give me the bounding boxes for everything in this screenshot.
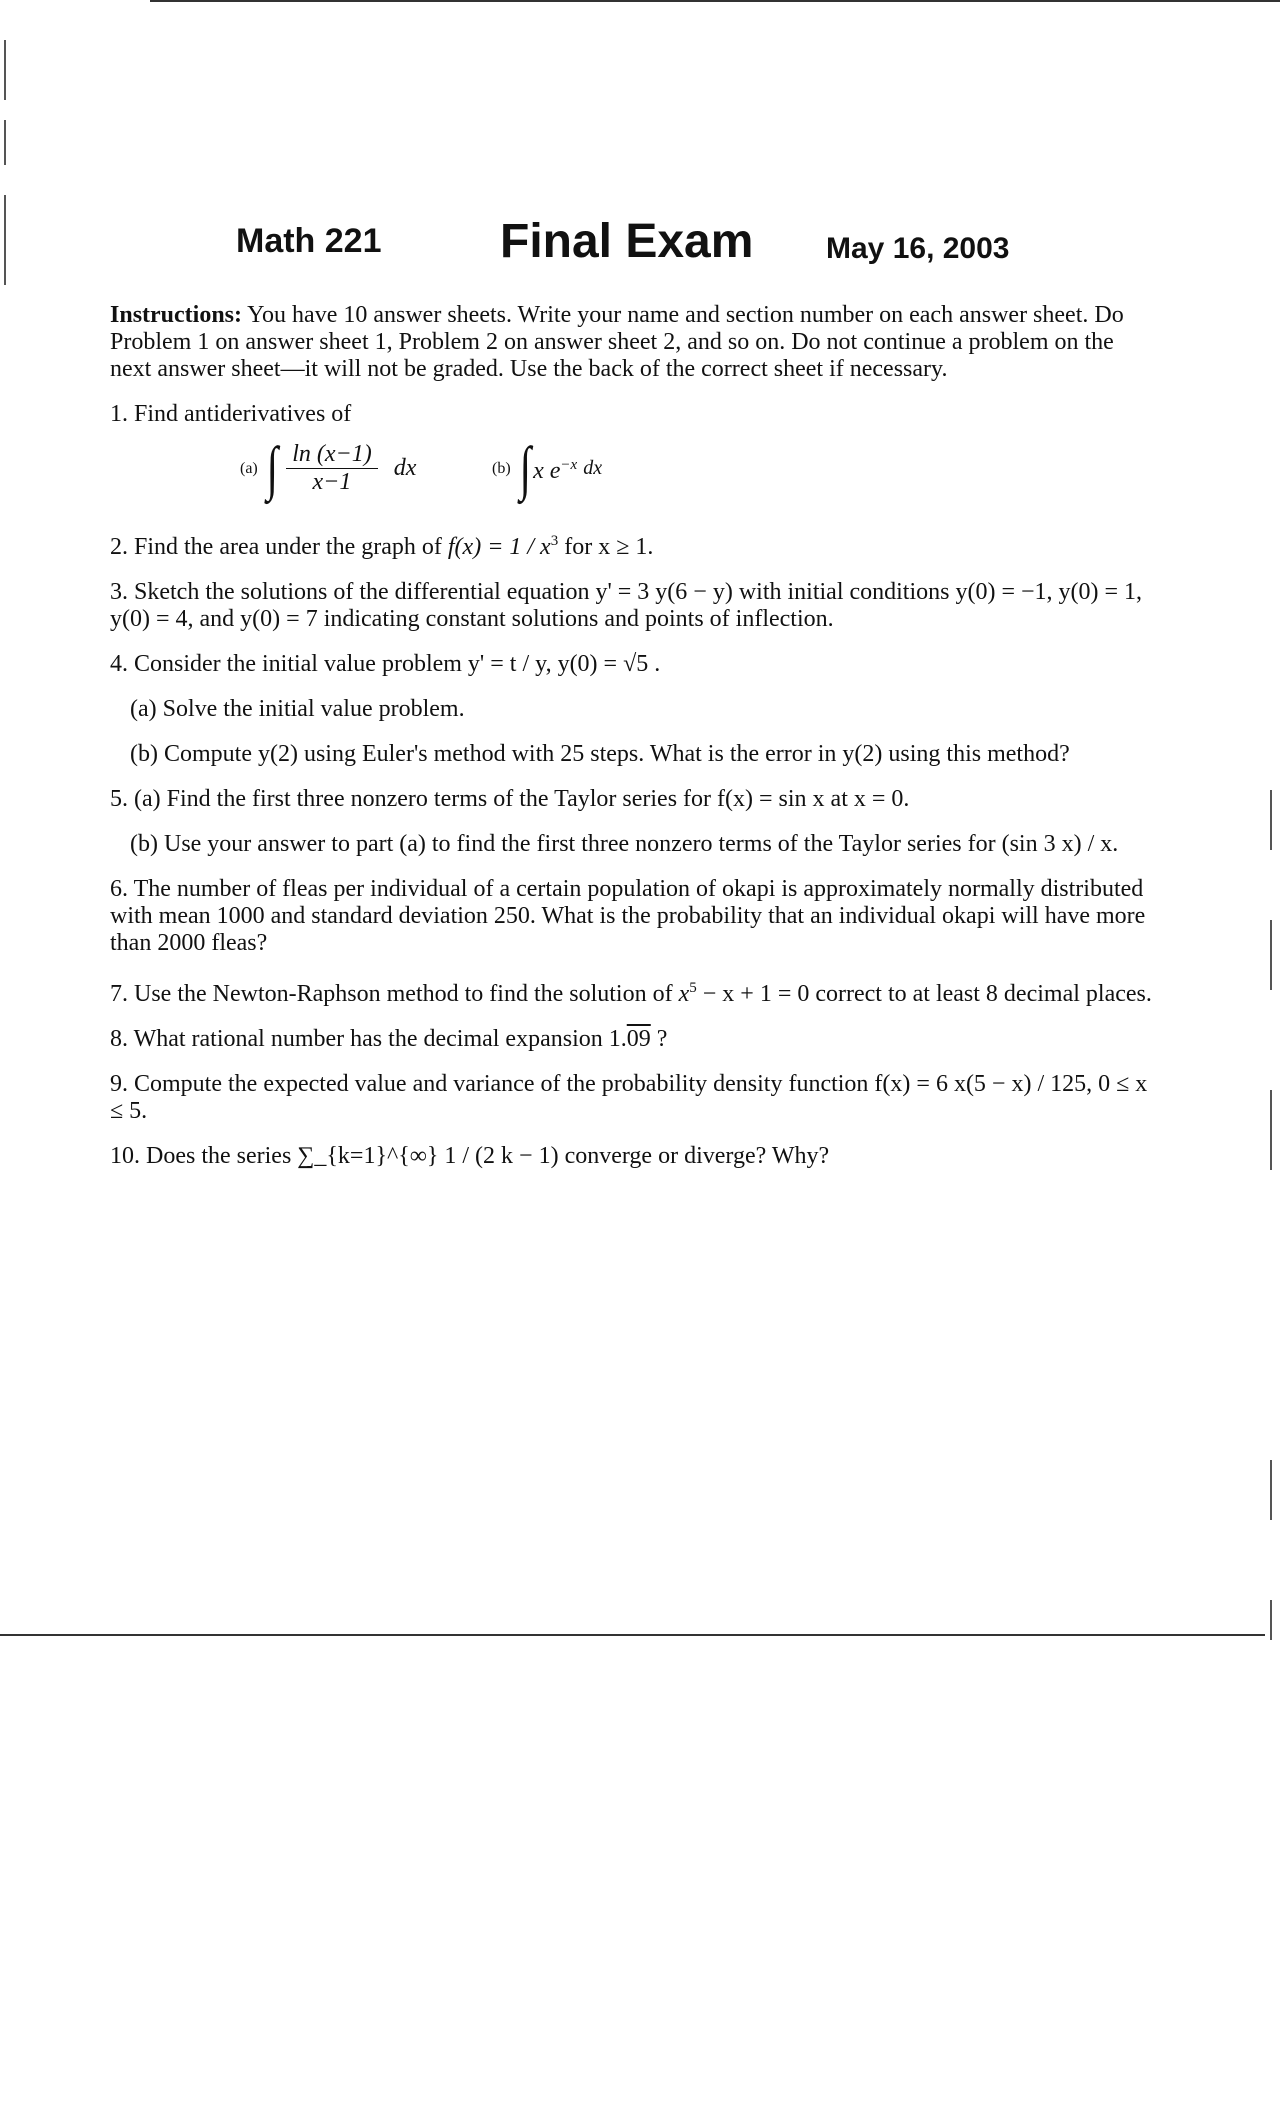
- problem-2-text: 2. Find the area under the graph of: [110, 534, 442, 560]
- fraction-denominator: x−1: [312, 468, 352, 495]
- problem-7-text: 7. Use the Newton-Raphson method to find the solution of: [110, 981, 673, 1007]
- exam-body: [110, 302, 1160, 1188]
- repeating-digits: 09: [626, 1026, 651, 1052]
- integral-a: [240, 435, 417, 501]
- differential: dx: [583, 456, 603, 479]
- right-margin-mark: [1270, 920, 1272, 990]
- problem-5a: 5. (a) Find the first three nonzero terms of the Taylor series for f(x) = sin x at x = 0.: [110, 786, 910, 812]
- integrand-fraction: [286, 441, 378, 496]
- problem-8-text: 8. What rational number has the decimal expansion 1.: [110, 1026, 627, 1052]
- problem-1: 1. Find antiderivatives of: [110, 401, 352, 427]
- fraction-numerator: ln (x−1): [286, 441, 378, 469]
- differential: dx: [393, 454, 417, 481]
- problem-4: 4. Consider the initial value problem y' = t / y, y(0) = √5 .: [110, 651, 661, 677]
- problem-5b: (b) Use your answer to part (a) to find the first three nonzero terms of the Taylor series for (sin 3 x) / x.: [130, 831, 1119, 857]
- integrand-exponent: −x: [560, 456, 578, 473]
- problem-7-equation: − x + 1 = 0 correct to at least 8 decimal places.: [702, 981, 1152, 1007]
- problem-6: 6. The number of fleas per individual of a certain population of okapi is approximately normally distributed with mean 1000 and standard deviation 250. What is the probability that an individual okapi will have more than 2000 fleas?: [110, 876, 1146, 956]
- right-margin-mark: [1270, 790, 1272, 850]
- problem-2-function: f(x) = 1 / x: [447, 534, 551, 560]
- integrand: [533, 452, 577, 485]
- top-border-line: [150, 0, 1280, 2]
- instructions-label: Instructions:: [110, 302, 243, 328]
- left-margin-mark: [4, 120, 6, 165]
- problem-4b: (b) Compute y(2) using Euler's method with 25 steps. What is the error in y(2) using this method?: [130, 741, 1070, 767]
- problem-3: 3. Sketch the solutions of the differential equation y' = 3 y(6 − y) with initial conditions y(0) = −1, y(0) = 1, y(0) = 4, and y(0) = 7 indicating constant solutions and points of inflection.: [110, 579, 1143, 632]
- part-b-label: (b): [492, 459, 511, 477]
- course-name: Math 221: [236, 222, 382, 260]
- problem-7-variable: x: [678, 981, 690, 1007]
- problem-7: [110, 975, 1160, 1008]
- exam-header: [0, 214, 1280, 274]
- left-margin-mark: [4, 40, 6, 100]
- integrand-base: x e: [533, 457, 561, 484]
- right-margin-mark: [1270, 1600, 1272, 1640]
- problem-9: 9. Compute the expected value and variance of the probability density function f(x) = 6 x(5 − x) / 125, 0 ≤ x ≤ 5.: [110, 1071, 1148, 1124]
- problem-7-exponent: 5: [689, 980, 697, 996]
- problem-2: [110, 528, 1160, 561]
- instructions: [110, 302, 1160, 383]
- problem-1-integrals: [110, 432, 1160, 516]
- problem-10: 10. Does the series ∑_{k=1}^{∞} 1 / (2 k − 1) converge or diverge? Why?: [110, 1143, 830, 1169]
- problem-4a: (a) Solve the initial value problem.: [130, 696, 465, 722]
- problem-8: [110, 1026, 1160, 1053]
- exam-title: Final Exam: [500, 215, 754, 268]
- problem-2-exponent: 3: [550, 533, 559, 549]
- integral-b: [492, 435, 603, 501]
- part-a-label: (a): [240, 459, 258, 477]
- exam-date: May 16, 2003: [826, 232, 1010, 265]
- integral-sign-icon: ∫: [519, 435, 531, 501]
- instructions-text: You have 10 answer sheets. Write your name and section number on each answer sheet. Do Problem 1 on answer sheet 1, Problem 2 on answer sheet 2, and so on. Do not continue a problem on the next answer sheet—it will not be graded. Use the back of the correct sheet if necessary.: [110, 302, 1124, 382]
- bottom-border-line: [0, 1634, 1265, 1636]
- right-margin-mark: [1270, 1460, 1272, 1520]
- right-margin-mark: [1270, 1090, 1272, 1170]
- problem-8-end: ?: [650, 1026, 668, 1052]
- integral-sign-icon: ∫: [266, 435, 278, 501]
- problem-2-condition: for x ≥ 1.: [564, 534, 654, 560]
